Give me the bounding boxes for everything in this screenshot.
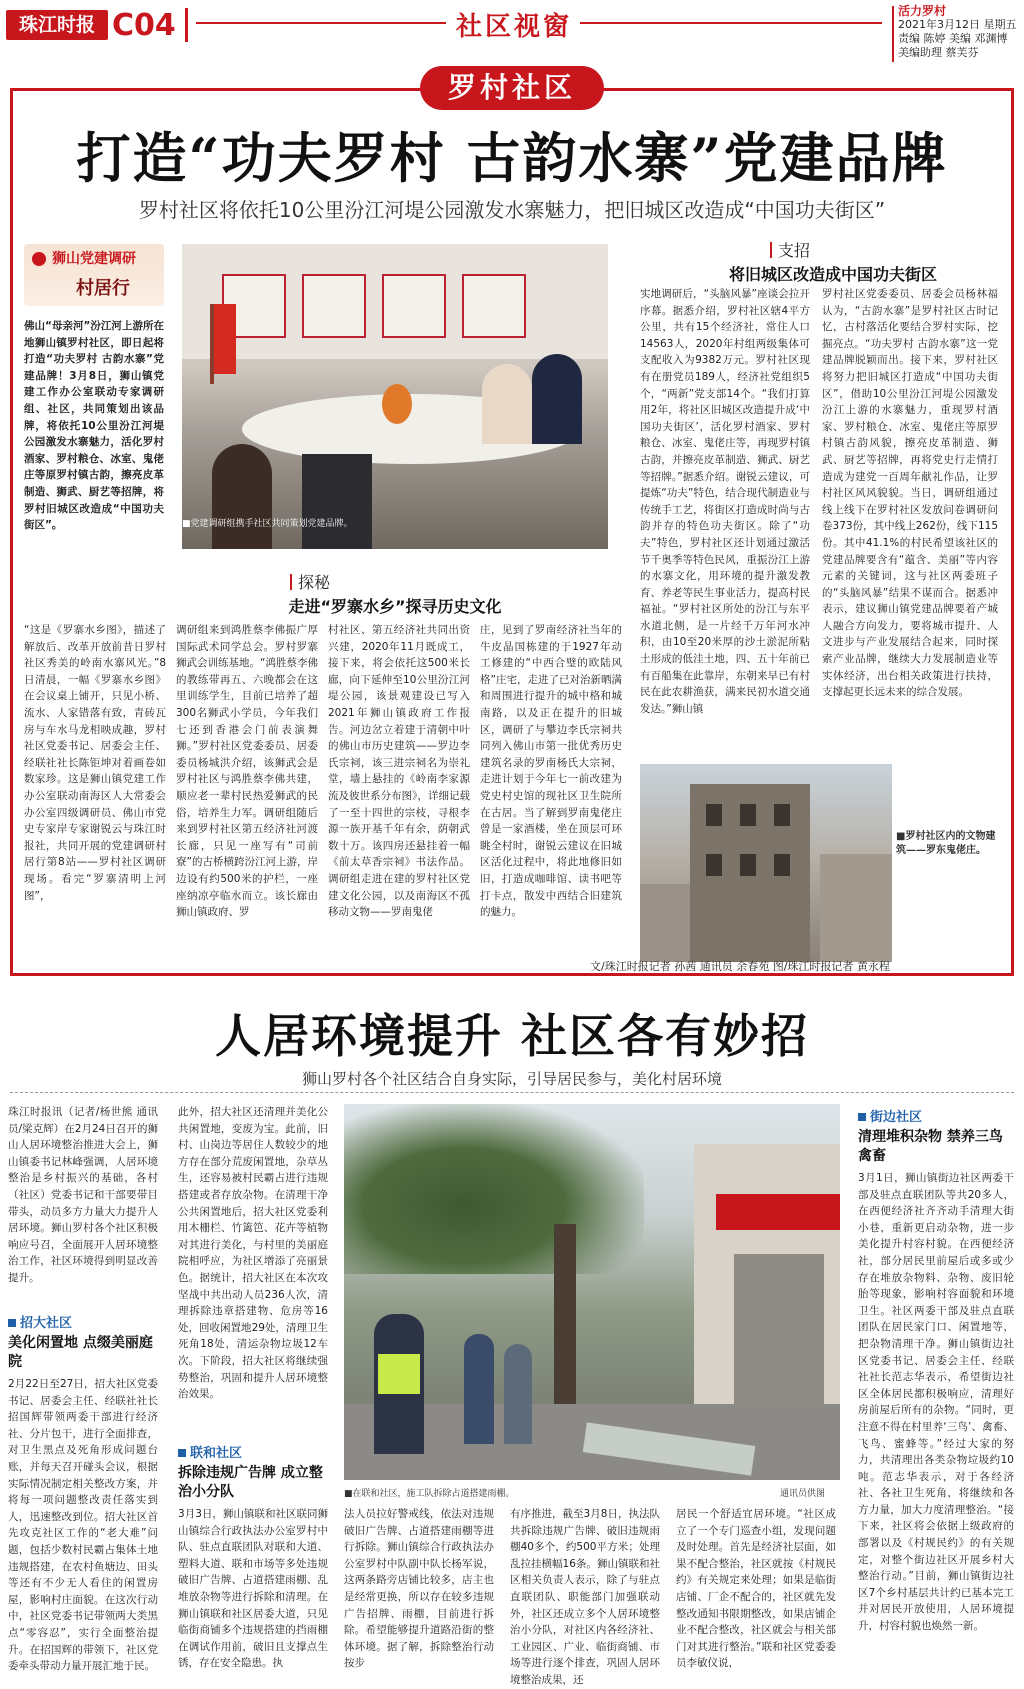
shop-sign: [716, 1194, 840, 1230]
laptop: [302, 454, 372, 549]
lianhe-text: 3月3日，狮山镇联和社区联同狮山镇综合行政执法办公室罗村中队、驻点直联团队对联和大道、塑料大道、联和市场等多处违规破旧广告牌、占道搭建雨棚、乱堆放杂物等进行拆除和清理。在狮山镇联和社区居委大道，只见临街商铺多个违规搭建的挡雨棚在调试作用前，破旧且支撑点生锈，存在安全隐患。执: [178, 1508, 328, 1670]
tree-canopy: [344, 1104, 644, 1274]
building-window-2: [740, 804, 756, 826]
bottom-headline: 人居环境提升 社区各有妙招: [214, 1009, 809, 1063]
explore-column-2: 调研组来到鸿胜蔡李佛振广厚国际武术同学总会。罗村罗寨狮武会训练基地。“鸿胜蔡李佛的教练带再五、六晚都会在这里训练学生，目前已培养了超300名狮武小学员，今年我们七还到香港会门前表演舞狮。”罗村社区党委委员、居委委员杨城洪介绍，该狮武会是罗村社区与鸿胜蔡李佛共建，顺应老一辈村民热爱狮武的民俗，培养生力军。调研组随后来到罗村社区第五经济社河渡长廊，只见一座写有“司前寮”的古桥横跨汾江河上游，岸边设有约500米的护栏，一座座纳凉亭临水而立。该长廊由狮山镇政府、罗: [176, 624, 318, 919]
safety-vest: [378, 1354, 420, 1394]
section-rule-left: [196, 22, 446, 24]
explore-column-3: 村社区、第五经济社共同出资兴建，2020年11月既成工，接下来，将会依托这500米长廊，向下延伸至10公里汾江河堤公园，该景观建设已写入2021年狮山镇政府工作报告。河边岔立着建于清朝中叶的佛山市历史建筑——罗边李氏宗祠，该三进宗祠名为崇礼堂，墙上悬挂的《岭南李家源流及彼世系分布图》，详细记载了一至十四世的宗枝，寻根李源一族开基千年有余，荫朝武数十万。该四房还悬挂着一幅《前太草香宗祠》书法作品。调研组走进在建的罗村社区党建文化公园，以及南海区不孤移动文物——罗南鬼佬: [328, 624, 470, 919]
jiebian-section-tag: 街边社区: [858, 1106, 922, 1125]
section-title: 社区视窗: [456, 12, 573, 42]
old-building-photo: [640, 764, 892, 962]
explore-column-4: 庄，见到了罗南经济社当年的牛皮晶国栋建的于1927年动工修建的“中西合璧的欧陆风格”庄宅，走进了已对治新晒满和周围进行提升的城中格和城南路，以及正在提升的旧城区，调研了与攀边李氏宗祠共同列入佛山市第一批优秀历史建筑名录的罗南杨氏大宗祠，走进计划于今年七一前改建为党史村史馆的现社区卫生院所在古居。当了解到罗南鬼佬庄曾是一家酒楼，坐在顶层可环眺全村时，谢锐云建议在旧城区活化过程中，将此地修旧如旧，打造成咖啡馆、读书吧等打卡点，散发中西结合旧建筑的魅力。: [480, 624, 622, 919]
header-divider: [185, 8, 188, 42]
advice-column-1: 实地调研后，“头脑风暴”座谈会拉开序幕。据悉介绍，罗村社区辖4平方公里，共有15个经济社，常住人口14563人，2020年村组两级集体可支配收入为9382万元。罗村社区现有在册党员189人，经济社党组织5个，“两新”党支部14个。“我们打算用2年，将社区旧城区改造提升成‘中国功夫街区’，活化罗村酒家、罗村粮仓、冰室、鬼佬庄等，再现罗村镇古韵，并擦亮皮革制造、狮武、厨艺等招牌。”据悉介绍。谢锐云建议，可提炼“功夫”特色，结合现代制造业与传统手工艺，将街区打造成时尚与古韵并存的特色功夫街区。除了“功夫”特色，罗村社区还计划通过激活节千奥季等特色民风，重振汾江上游的水寨文化，用环境的提升激发教育、养老等民生事业活力，提高村民福祉。“罗村社区所处的汾江与东平水道北侧，是一片经千万年河水冲积，由10至20米厚的沙土淤泥所粘土形成的低洼土地，四、五十年前已有百船集在此靠岸，东朝来早已有村民在此农耕渔获，满来民初水道交通发达。”狮山镇: [640, 288, 810, 715]
newspaper-logo: 珠江时报: [6, 10, 108, 40]
issue-date: 2021年3月12日 星期五: [898, 18, 1017, 31]
masthead: [0, 0, 1024, 62]
brand-name: 活力罗村: [898, 4, 947, 18]
section-rule-right: [580, 22, 882, 24]
zhaoda-title: 美化闲置地 点缀美丽庭院: [8, 1335, 153, 1370]
demolition-photo-caption: ■在联和社区，施工队拆除占道搭建雨棚。: [344, 1489, 515, 1499]
building-window-3: [774, 804, 790, 826]
zhaoda-text-continued: 此外，招大社区还清理并美化公共闲置地，变废为宝。此前，旧村、山岗边等居住人数较少的地方存在部分荒废闲置地，杂草丛生，还容易被村民霸占进行违规搭建或者存放杂物。在清理干净公共闲置地后，招大社区党委利用木栅栏、竹篱笆、花卉等植物对其进行美化，与村里的美丽庭院相呼应，为社区增添了亮丽景色。据统计，招大社区在本次攻坚战中共出动人员236人次，清理拆除违章搭建物、危房等16处，回收闲置地29处，清理卫生死角18处，清运杂物垃圾12车次。下阶段，招大社区将继续强势整治，巩固和提升人居环境整治效果。: [178, 1106, 328, 1401]
subtitle-explore: 走进“罗寨水乡”探寻历史文化: [288, 597, 502, 616]
column-logo-line2: 村居行: [76, 278, 130, 299]
demolition-photo-credit: 通讯员供图: [780, 1489, 826, 1499]
building-window-5: [740, 854, 756, 876]
bottom-intro: 珠江时报讯（记者/杨世熊 通讯员/梁克辉）在2月24日召开的狮山人居环境整治推进大会上，狮山镇委书记林峰强调，人居环境整治是乡村振兴的基础，各村（社区）党委书记和干部要带目带头，动员多方力量大力提升人居环境。狮山罗村各个社区积极响应号召，全面展开人居环境整治工作，社区环境得到明显改善提升。: [8, 1106, 158, 1284]
lianhe-text-4: 居民一个舒适宜居环境。“社区成立了一个专门巡查小组，发现问题及时处理。首先是经济社层面，如果不配合整治，社区就按《村规民约》有关规定来处理；如果是临街店铺、厂企不配合的，社区就先发整改通知书限期整改，如果店铺企业不配合整改，社区就会与相关部门对其进行整治。”联和社区党委委员李敏仪说，: [676, 1508, 836, 1670]
wall-poster-3: [382, 274, 446, 338]
explore-column-1: “这是《罗寨水乡图》，描述了解放后、改革开放前昔日罗村社区秀美的岭南水寨风光。”8日清晨，一幅《罗寨水乡图》在会议桌上铺开，只见小桥、流水、人家错落有致，青砖瓦房与车水马龙相映成趣，罗村社区党委书记、居委会主任、经联社社长陈钜坤对着画卷如数家珍。这是狮山镇党建工作办公室联动南海区人大常委会办公室四级调研员、佛山市党史专家岸专家谢锐云与珠江时报社，共同开展的党建调研村居行第8站——罗村社区调研现场。看完“罗寨清明上河图”，: [24, 624, 166, 902]
worker-figure-1: [464, 1334, 494, 1444]
bottom-divider: [10, 1092, 1014, 1093]
meta-divider: [892, 6, 894, 62]
worker-figure-2: [504, 1344, 532, 1444]
zhaoda-section-tag: 招大社区: [8, 1312, 72, 1331]
attendee-3: [532, 354, 582, 444]
lianhe-text-3: 有序推进，截至3月8日，执法队共拆除违规广告牌、破旧违规雨棚40多个，约500平方米；处理乱拉挂横幅16条。狮山镇联和社区相关负责人表示，除了与驻点直联团队、职能部门加强联动外，社区还成立多个人居环境整治小分队，对社区内各经济社、工业园区、广业、临街商铺、市场等进行逐个排查，巩固人居环境整治成果，还: [510, 1508, 660, 1686]
meeting-photo-caption: ■党建调研组携手社区共同策划党建品牌。: [182, 519, 353, 529]
lianhe-title: 拆除违规广告牌 成立整治小分队: [178, 1465, 323, 1500]
meeting-photo: [182, 244, 608, 549]
zhaoda-text: 2月22日至27日，招大社区党委书记、居委会主任、经联社社长招国辉带领两委干部进行经济社、分片包干，进行全面排查，对卫生黑点及死角形成问题台账，并每天召开碰头会议，根据实际情况制定相关整改方案，并将每一项问题整改责任落实到人，迅速整改到位。招大社区首先攻克社区工作的“老大难”问题，包括少数村民霸占集体土地违规搭建，在农村鱼塘边、田头等还有不少无人看住的闲置房屋，影响村庄面貌。在这次行动中，社区党委书记带领两大类黑点“零容忍”，实行全面整治提升。在招国辉的带领下，社区党委牵头带动力量开展汇地于民。: [8, 1378, 158, 1673]
side-building-2: [820, 854, 892, 962]
jiebian-title: 清理堆积杂物 禁养三鸟禽畜: [858, 1129, 1003, 1164]
flower-arrangement: [382, 384, 412, 424]
column-logo-line1: 狮山党建调研: [52, 251, 136, 267]
column-logo: [24, 244, 164, 306]
wall-poster-2: [302, 274, 366, 338]
lead-paragraph: 佛山“母亲河”汾江河上游所在地狮山镇罗村社区，即日起将打造“功夫罗村 古韵水寨”党建品牌！3月8日，狮山镇党建工作办公室联动专家调研组、社区，共同策划出该品牌，将依托10公里汾江河堤公园激发水寨魅力，活化罗村酒家、罗村粮仓、冰室、鬼佬庄等原罗村镇古韵，擦亮皮革制造、狮武、厨艺等招牌，将罗村旧城区改造成“中国功夫街区”。: [24, 320, 164, 532]
lianhe-text-2: 法人员拉好警戒线，依法对违规破旧广告牌、占道搭建雨棚等进行拆除。狮山镇综合行政执法办公室罗村中队副中队长杨军说，这两条路旁店铺比较多，店主也是经常更换，所以存在较多违规广告招牌、雨棚，目前进行拆除。希望能够提升道路沿街的整体环境。据了解，拆除整治行动按步: [344, 1508, 494, 1670]
wall-poster-4: [462, 274, 526, 338]
attendee-1: [212, 444, 272, 549]
subtitle-advice: 将旧城区改造成中国功夫街区: [728, 265, 937, 284]
top-subhead: 罗村社区将依托10公里汾江河堤公园激发水寨魅力，把旧城区改造成“中国功夫街区”: [138, 198, 886, 222]
demolition-photo: [344, 1104, 840, 1480]
tag-advice: 支招: [770, 238, 810, 261]
building-window-4: [706, 854, 722, 876]
assistant-credit: 美编助理 蔡芙芬: [898, 46, 979, 59]
red-flag: [214, 304, 236, 374]
tree-trunk: [554, 1224, 576, 1424]
community-ribbon: 罗村社区: [420, 66, 604, 110]
top-headline: 打造“功夫罗村 古韵水寨”党建品牌: [76, 126, 948, 190]
bottom-subhead: 狮山罗村各个社区结合自身实际，引导居民参与，美化村居环境: [301, 1070, 722, 1088]
editor-credit: 责编 陈婷 美编 邓渊博: [898, 32, 1008, 45]
old-building-caption: ■罗村社区内的文物建筑——罗东鬼佬庄。: [896, 831, 996, 856]
lianhe-section-tag: 联和社区: [178, 1442, 242, 1461]
side-building: [640, 884, 690, 962]
shop-shutter: [734, 1254, 824, 1424]
building-window-6: [774, 854, 790, 876]
top-story-credit: 文/珠江时报记者 孙茜 通讯员 余春苑 图/珠江时报记者 黄永程: [590, 960, 890, 973]
jiebian-text: 3月1日，狮山镇街边社区两委干部及驻点直联团队等共20多人，在西便经济社齐齐动手清理大街小巷，重新更启动杂物，进一步美化提升村容村貌。在西便经济社，部分居民里前屋后或多或少存在堆放杂物料、杂物、废旧轮胎等现象，影响村容面貌和环境卫生。社区两委干部及驻点直联团队在居民家门口、闲置地等，把杂物清理干净。狮山镇街边社区党委书记、居委会主任、经联社社长范志华表示，希望街边社区全体居民都积极响应，清理好房前屋后所有的杂物。“同时，更注意不得在村里养‘三鸟’、禽畜、飞鸟、蜜蜂等。”经过大家的努力，共清理出各类杂物垃圾约10吨。范志华表示，对于各经济社、各社卫生死角，将继续和各方力量，加大力度清理整治。“接下来，社区将会依据上级政府的部署以及《村规民约》的有关规定，对整个街边社区开展乡村大整治行动。”目前，狮山镇街边社区7个乡村基层共计约已基本完工并对居民开放使用，人居环境提升，村容村貌也焕然一新。: [858, 1172, 1014, 1633]
building-window-1: [706, 804, 722, 826]
attendee-2: [482, 364, 532, 444]
tag-explore: 探秘: [290, 570, 330, 593]
issue-meta: [898, 4, 1017, 60]
party-emblem-icon: [32, 252, 46, 266]
page-number: C04: [112, 8, 176, 43]
advice-column-2: 罗村社区党委委员、居委会员杨林福认为，“古韵水寨”是罗村社区古时记忆，古村落活化要结合罗村实际，挖掘亮点。“功夫罗村 古韵水寨”这一党建品牌脱颖而出。接下来，罗村社区将努力把旧城区打造成“中国功夫街区”，借助10公里汾江河堤公园激发汾江上游的水寨魅力，重现罗村酒家、罗村粮仓、冰室、鬼佬庄等原罗村镇古韵风貌，擦亮皮革制造、狮武、厨艺等招牌，再将党史行走情打造成为建党一百周年献礼作品，让罗村社区风风貌貌。当日，调研组通过线上线下在罗村社区发放问卷调研问卷373份，其中线上262份，线下115份。其中41.1%的村民希望该社区的党建品牌要含有“蕴含、美丽”等内容元素的关键词，这与社区两委班子的“头脑风暴”结果不谋而合。据悉冲表示，建议狮山镇党建品牌要着产城人融合方向发力，要将城市提升、人文进步与产业发展结合起来，同时探索产业品牌，继续大力发展制造业等实体经济，出台相关政策进行扶持，支撑起更长远未来的综合发展。: [822, 288, 998, 699]
